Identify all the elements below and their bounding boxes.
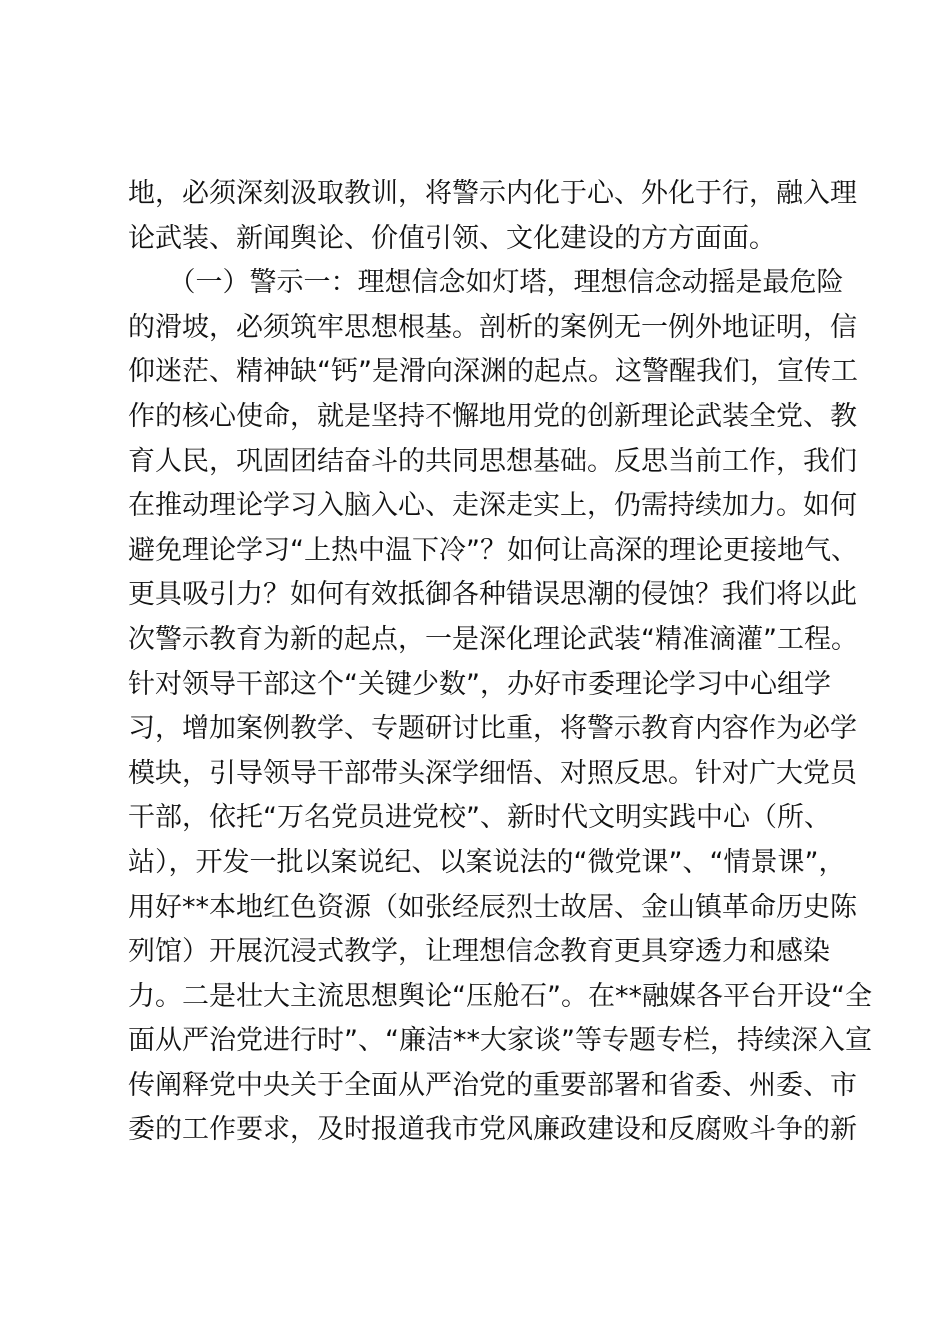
text-line: 针对领导干部这个“关键少数”，办好市委理论学习中心组学 <box>128 668 831 700</box>
text-line: 用好**本地红色资源（如张经辰烈士故居、金山镇革命历史陈 <box>128 891 857 923</box>
body-text <box>128 172 872 1153</box>
text-line: 干部，依托“万名党员进党校”、新时代文明实践中心（所、 <box>128 802 831 834</box>
text-line: 站），开发一批以案说纪、以案说法的“微党课”、“情景课”， <box>128 846 846 878</box>
text-line: 论武装、新闻舆论、价值引领、文化建设的方方面面。 <box>128 222 776 254</box>
text-line: 避免理论学习“上热中温下冷”？如何让高深的理论更接地气、 <box>128 534 858 566</box>
text-line: 的滑坡，必须筑牢思想根基。剖析的案例无一例外地证明，信 <box>128 311 857 343</box>
text-line: 在推动理论学习入脑入心、走深走实上，仍需持续加力。如何 <box>128 490 857 522</box>
text-line: 育人民，巩固团结奋斗的共同思想基础。反思当前工作，我们 <box>128 445 857 477</box>
text-line: 作的核心使命，就是坚持不懈地用党的创新理论武装全党、教 <box>128 400 857 432</box>
text-line: 委的工作要求，及时报道我市党风廉政建设和反腐败斗争的新 <box>128 1114 857 1146</box>
text-line: 列馆）开展沉浸式教学，让理想信念教育更具穿透力和感染 <box>128 936 830 968</box>
text-line: 模块，引导领导干部带头深学细悟、对照反思。针对广大党员 <box>128 757 857 789</box>
text-line: 力。二是壮大主流思想舆论“压舱石”。在**融媒各平台开设“全 <box>128 980 872 1012</box>
text-line: 仰迷茫、精神缺“钙”是滑向深渊的起点。这警醒我们，宣传工 <box>128 356 858 388</box>
text-line: 次警示教育为新的起点，一是深化理论武装“精准滴灌”工程。 <box>128 623 858 655</box>
text-line: （一）警示一：理想信念如灯塔，理想信念动摇是最危险 <box>128 267 844 299</box>
text-line: 地，必须深刻汲取教训，将警示内化于心、外化于行，融入理 <box>128 178 857 209</box>
text-line: 更具吸引力？如何有效抵御各种错误思潮的侵蚀？我们将以此 <box>128 579 857 611</box>
text-line: 传阐释党中央关于全面从严治党的重要部署和省委、州委、市 <box>128 1069 857 1101</box>
text-line: 习，增加案例教学、专题研讨比重，将警示教育内容作为必学 <box>128 713 857 745</box>
text-line: 面从严治党进行时”、“廉洁**大家谈”等专题专栏，持续深入宣 <box>128 1025 872 1057</box>
